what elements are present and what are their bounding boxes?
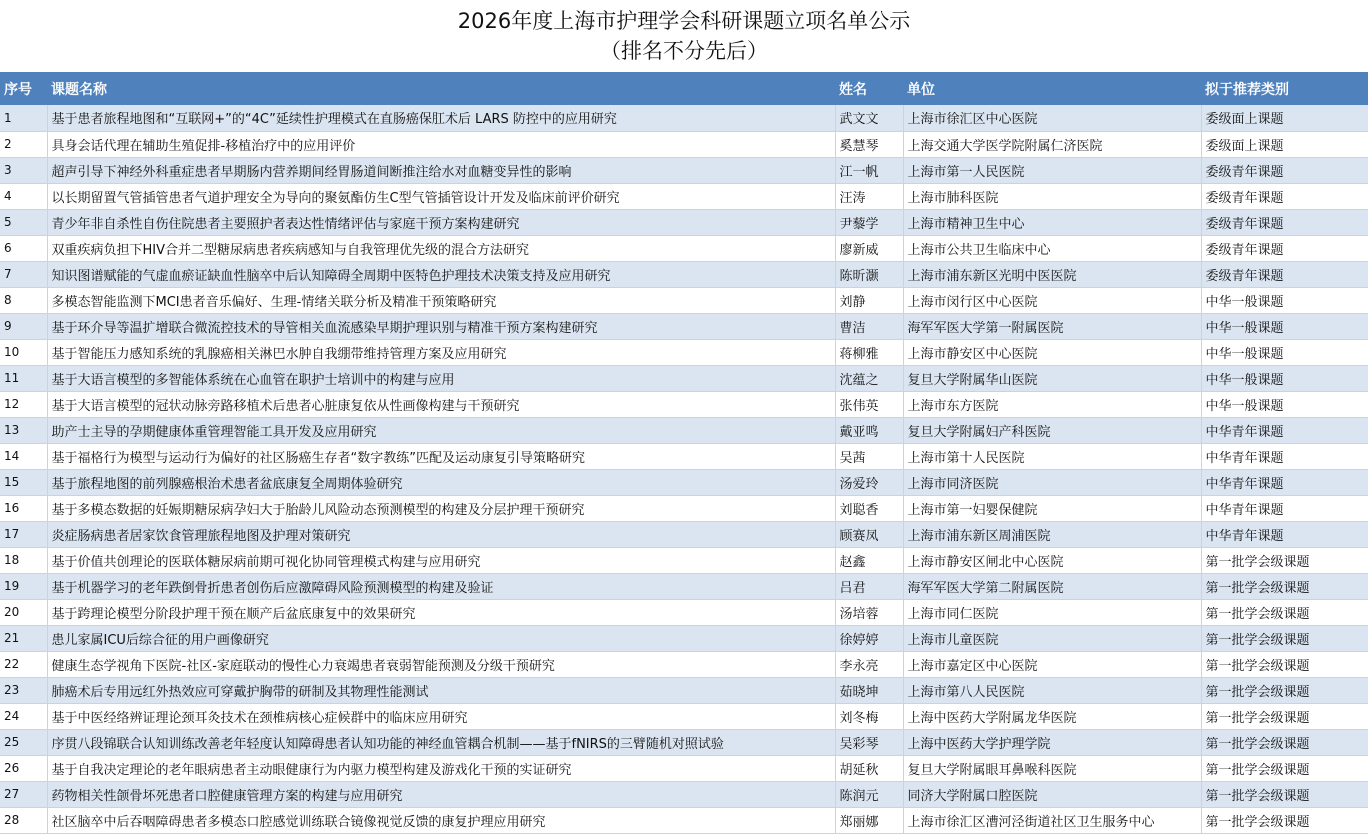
- category-cell[interactable]: 委级面上课题: [1201, 131, 1368, 157]
- applicant-name-cell[interactable]: 郑丽娜: [835, 807, 903, 833]
- category-cell[interactable]: 第一批学会级课题: [1201, 703, 1368, 729]
- applicant-name-cell[interactable]: 李永亮: [835, 651, 903, 677]
- page-title: 2026年度上海市护理学会科研课题立项名单公示: [457, 9, 911, 33]
- category-cell[interactable]: 委级青年课题: [1201, 235, 1368, 261]
- category-cell[interactable]: 第一批学会级课题: [1201, 547, 1368, 573]
- project-title-cell[interactable]: 基于大语言模型的冠状动脉旁路移植术后患者心脏康复依从性画像构建与干预研究: [47, 391, 835, 417]
- unit-cell[interactable]: 海军军医大学第一附属医院: [903, 313, 1201, 339]
- project-title-cell[interactable]: 知识图谱赋能的气虚血瘀证缺血性脑卒中后认知障碍全周期中医特色护理技术决策支持及应用研究: [47, 261, 835, 287]
- project-title-cell[interactable]: 基于环介导等温扩增联合微流控技术的导管相关血流感染早期护理识别与精准干预方案构建研究: [47, 313, 835, 339]
- table-body: [0, 105, 1368, 833]
- applicant-name-cell[interactable]: 汪涛: [835, 183, 903, 209]
- table-row[interactable]: [0, 417, 1368, 443]
- row-index-cell[interactable]: 23: [0, 677, 47, 703]
- project-title-cell[interactable]: 多模态智能监测下MCI患者音乐偏好、生理-情绪关联分析及精准干预策略研究: [47, 287, 835, 313]
- table-row[interactable]: [0, 313, 1368, 339]
- category-cell[interactable]: 委级青年课题: [1201, 261, 1368, 287]
- row-index-cell[interactable]: 1: [0, 105, 47, 131]
- applicant-name-cell[interactable]: 吴茜: [835, 443, 903, 469]
- table-row[interactable]: [0, 287, 1368, 313]
- row-index-cell[interactable]: 7: [0, 261, 47, 287]
- unit-cell[interactable]: 上海市儿童医院: [903, 625, 1201, 651]
- applicant-name-cell[interactable]: 陈润元: [835, 781, 903, 807]
- project-title-cell[interactable]: 助产士主导的孕期健康体重管理智能工具开发及应用研究: [47, 417, 835, 443]
- applicant-name-cell[interactable]: 蒋柳雅: [835, 339, 903, 365]
- table-row[interactable]: [0, 521, 1368, 547]
- project-title-cell[interactable]: 基于大语言模型的多智能体系统在心血管在职护士培训中的构建与应用: [47, 365, 835, 391]
- project-title-cell[interactable]: 基于多模态数据的妊娠期糖尿病孕妇大于胎龄儿风险动态预测模型的构建及分层护理干预研究: [47, 495, 835, 521]
- category-cell[interactable]: 委级青年课题: [1201, 183, 1368, 209]
- applicant-name-cell[interactable]: 沈蕴之: [835, 365, 903, 391]
- category-cell[interactable]: 第一批学会级课题: [1201, 573, 1368, 599]
- table-row[interactable]: [0, 781, 1368, 807]
- row-index-cell[interactable]: 6: [0, 235, 47, 261]
- table-row[interactable]: [0, 495, 1368, 521]
- table-row[interactable]: [0, 183, 1368, 209]
- category-cell[interactable]: 中华青年课题: [1201, 495, 1368, 521]
- category-cell[interactable]: 第一批学会级课题: [1201, 625, 1368, 651]
- unit-cell[interactable]: 上海市精神卫生中心: [903, 209, 1201, 235]
- table-row[interactable]: [0, 677, 1368, 703]
- unit-cell[interactable]: 上海市同仁医院: [903, 599, 1201, 625]
- category-cell[interactable]: 中华一般课题: [1201, 365, 1368, 391]
- unit-cell[interactable]: 同济大学附属口腔医院: [903, 781, 1201, 807]
- category-cell[interactable]: 中华青年课题: [1201, 469, 1368, 495]
- applicant-name-cell[interactable]: 汤培蓉: [835, 599, 903, 625]
- unit-cell[interactable]: 上海市嘉定区中心医院: [903, 651, 1201, 677]
- category-cell[interactable]: 中华青年课题: [1201, 417, 1368, 443]
- project-title-cell[interactable]: 青少年非自杀性自伤住院患者主要照护者表达性情绪评估与家庭干预方案构建研究: [47, 209, 835, 235]
- unit-cell[interactable]: 上海市肺科医院: [903, 183, 1201, 209]
- table-row[interactable]: [0, 157, 1368, 183]
- applicant-name-cell[interactable]: 刘聪香: [835, 495, 903, 521]
- unit-cell[interactable]: 上海市公共卫生临床中心: [903, 235, 1201, 261]
- project-title-cell[interactable]: 超声引导下神经外科重症患者早期肠内营养期间经胃肠道间断推注给水对血糖变异性的影响: [47, 157, 835, 183]
- table-row[interactable]: [0, 235, 1368, 261]
- applicant-name-cell[interactable]: 曹洁: [835, 313, 903, 339]
- row-index-cell[interactable]: 19: [0, 573, 47, 599]
- unit-cell[interactable]: 上海市浦东新区周浦医院: [903, 521, 1201, 547]
- unit-cell[interactable]: 复旦大学附属华山医院: [903, 365, 1201, 391]
- project-title-cell[interactable]: 具身会话代理在辅助生殖促排-移植治疗中的应用评价: [47, 131, 835, 157]
- applicant-name-cell[interactable]: 尹藜学: [835, 209, 903, 235]
- applicant-name-cell[interactable]: 陈昕灏: [835, 261, 903, 287]
- row-index-cell[interactable]: 24: [0, 703, 47, 729]
- table-row[interactable]: [0, 729, 1368, 755]
- project-title-cell[interactable]: 社区脑卒中后吞咽障碍患者多模态口腔感觉训练联合镜像视觉反馈的康复护理应用研究: [47, 807, 835, 833]
- category-cell[interactable]: 委级青年课题: [1201, 209, 1368, 235]
- table-row[interactable]: [0, 625, 1368, 651]
- row-index-cell[interactable]: 21: [0, 625, 47, 651]
- table-row[interactable]: [0, 131, 1368, 157]
- applicant-name-cell[interactable]: 戴亚鸣: [835, 417, 903, 443]
- row-index-cell[interactable]: 14: [0, 443, 47, 469]
- table-row[interactable]: [0, 755, 1368, 781]
- unit-cell[interactable]: 上海市东方医院: [903, 391, 1201, 417]
- table-row[interactable]: [0, 209, 1368, 235]
- row-index-cell[interactable]: 10: [0, 339, 47, 365]
- project-title-cell[interactable]: 基于机器学习的老年跌倒骨折患者创伤后应激障碍风险预测模型的构建及验证: [47, 573, 835, 599]
- unit-cell[interactable]: 上海市第十人民医院: [903, 443, 1201, 469]
- unit-cell[interactable]: 上海交通大学医学院附属仁济医院: [903, 131, 1201, 157]
- table-row[interactable]: [0, 443, 1368, 469]
- table-row[interactable]: [0, 573, 1368, 599]
- project-title-cell[interactable]: 基于福格行为模型与运动行为偏好的社区肠癌生存者“数字教练”匹配及运动康复引导策略研究: [47, 443, 835, 469]
- applicant-name-cell[interactable]: 汤爱玲: [835, 469, 903, 495]
- project-title-cell[interactable]: 炎症肠病患者居家饮食管理旅程地图及护理对策研究: [47, 521, 835, 547]
- row-index-cell[interactable]: 20: [0, 599, 47, 625]
- project-title-cell[interactable]: 健康生态学视角下医院-社区-家庭联动的慢性心力衰竭患者衰弱智能预测及分级干预研究: [47, 651, 835, 677]
- applicant-name-cell[interactable]: 胡延秋: [835, 755, 903, 781]
- row-index-cell[interactable]: 4: [0, 183, 47, 209]
- project-title-cell[interactable]: 基于自我决定理论的老年眼病患者主动眼健康行为内驱力模型构建及游戏化干预的实证研究: [47, 755, 835, 781]
- unit-cell[interactable]: 上海市徐汇区漕河泾街道社区卫生服务中心: [903, 807, 1201, 833]
- row-index-cell[interactable]: 11: [0, 365, 47, 391]
- project-title-cell[interactable]: 基于智能压力感知系统的乳腺癌相关淋巴水肿自我绷带维持管理方案及应用研究: [47, 339, 835, 365]
- column-header-title[interactable]: 课题名称: [51, 81, 107, 98]
- category-cell[interactable]: 第一批学会级课题: [1201, 807, 1368, 833]
- category-cell[interactable]: 委级青年课题: [1201, 157, 1368, 183]
- column-header-index[interactable]: 序号: [4, 81, 32, 98]
- column-header-category[interactable]: 拟于推荐类别: [1205, 81, 1289, 98]
- applicant-name-cell[interactable]: 赵鑫: [835, 547, 903, 573]
- project-title-cell[interactable]: 患儿家属ICU后综合征的用户画像研究: [47, 625, 835, 651]
- project-title-cell[interactable]: 基于跨理论模型分阶段护理干预在顺产后盆底康复中的效果研究: [47, 599, 835, 625]
- applicant-name-cell[interactable]: 奚慧琴: [835, 131, 903, 157]
- row-index-cell[interactable]: 25: [0, 729, 47, 755]
- category-cell[interactable]: 中华一般课题: [1201, 313, 1368, 339]
- table-row[interactable]: [0, 807, 1368, 833]
- unit-cell[interactable]: 复旦大学附属妇产科医院: [903, 417, 1201, 443]
- category-cell[interactable]: 中华一般课题: [1201, 287, 1368, 313]
- row-index-cell[interactable]: 17: [0, 521, 47, 547]
- project-title-cell[interactable]: 基于患者旅程地图和“互联网+”的“4C”延续性护理模式在直肠癌保肛术后 LARS 防控中的应用研究: [47, 105, 835, 131]
- row-index-cell[interactable]: 5: [0, 209, 47, 235]
- row-index-cell[interactable]: 3: [0, 157, 47, 183]
- unit-cell[interactable]: 上海市第一人民医院: [903, 157, 1201, 183]
- category-cell[interactable]: 第一批学会级课题: [1201, 755, 1368, 781]
- row-index-cell[interactable]: 9: [0, 313, 47, 339]
- unit-cell[interactable]: 上海市浦东新区光明中医医院: [903, 261, 1201, 287]
- column-header-name[interactable]: 姓名: [839, 81, 867, 98]
- project-title-cell[interactable]: 序贯八段锦联合认知训练改善老年轻度认知障碍患者认知功能的神经血管耦合机制——基于fNIRS的三臂随机对照试验: [47, 729, 835, 755]
- row-index-cell[interactable]: 15: [0, 469, 47, 495]
- category-cell[interactable]: 中华青年课题: [1201, 443, 1368, 469]
- category-cell[interactable]: 第一批学会级课题: [1201, 781, 1368, 807]
- applicant-name-cell[interactable]: 徐婷婷: [835, 625, 903, 651]
- table-row[interactable]: [0, 651, 1368, 677]
- row-index-cell[interactable]: 22: [0, 651, 47, 677]
- table-row[interactable]: [0, 703, 1368, 729]
- unit-cell[interactable]: 上海市静安区中心医院: [903, 339, 1201, 365]
- applicant-name-cell[interactable]: 茹晓坤: [835, 677, 903, 703]
- row-index-cell[interactable]: 28: [0, 807, 47, 833]
- category-cell[interactable]: 中华一般课题: [1201, 339, 1368, 365]
- table-row[interactable]: [0, 599, 1368, 625]
- unit-cell[interactable]: 上海中医药大学附属龙华医院: [903, 703, 1201, 729]
- unit-cell[interactable]: 上海市闵行区中心医院: [903, 287, 1201, 313]
- table-row[interactable]: [0, 365, 1368, 391]
- category-cell[interactable]: 中华青年课题: [1201, 521, 1368, 547]
- row-index-cell[interactable]: 2: [0, 131, 47, 157]
- row-index-cell[interactable]: 12: [0, 391, 47, 417]
- applicant-name-cell[interactable]: 廖新威: [835, 235, 903, 261]
- unit-cell[interactable]: 上海市第八人民医院: [903, 677, 1201, 703]
- applicant-name-cell[interactable]: 吴彩琴: [835, 729, 903, 755]
- row-index-cell[interactable]: 16: [0, 495, 47, 521]
- applicant-name-cell[interactable]: 江一帆: [835, 157, 903, 183]
- applicant-name-cell[interactable]: 刘静: [835, 287, 903, 313]
- title-block: [0, 0, 1368, 72]
- row-index-cell[interactable]: 26: [0, 755, 47, 781]
- unit-cell[interactable]: 上海市徐汇区中心医院: [903, 105, 1201, 131]
- table-row[interactable]: [0, 261, 1368, 287]
- unit-cell[interactable]: 上海市静安区闸北中心医院: [903, 547, 1201, 573]
- category-cell[interactable]: 第一批学会级课题: [1201, 599, 1368, 625]
- project-table: [0, 72, 1368, 834]
- applicant-name-cell[interactable]: 刘冬梅: [835, 703, 903, 729]
- project-title-cell[interactable]: 药物相关性颌骨坏死患者口腔健康管理方案的构建与应用研究: [47, 781, 835, 807]
- project-title-cell[interactable]: 基于中医经络辨证理论颈耳灸技术在颈椎病核心症候群中的临床应用研究: [47, 703, 835, 729]
- table-row[interactable]: [0, 105, 1368, 131]
- category-cell[interactable]: 第一批学会级课题: [1201, 651, 1368, 677]
- unit-cell[interactable]: 复旦大学附属眼耳鼻喉科医院: [903, 755, 1201, 781]
- table-row[interactable]: [0, 339, 1368, 365]
- row-index-cell[interactable]: 27: [0, 781, 47, 807]
- project-title-cell[interactable]: 基于价值共创理论的医联体糖尿病前期可视化协同管理模式构建与应用研究: [47, 547, 835, 573]
- table-row[interactable]: [0, 391, 1368, 417]
- row-index-cell[interactable]: 13: [0, 417, 47, 443]
- project-title-cell[interactable]: 双重疾病负担下HIV合并二型糖尿病患者疾病感知与自我管理优先级的混合方法研究: [47, 235, 835, 261]
- table-header-row: [0, 72, 1368, 105]
- project-title-cell[interactable]: 肺癌术后专用远红外热效应可穿戴护胸带的研制及其物理性能测试: [47, 677, 835, 703]
- column-header-unit[interactable]: 单位: [907, 81, 935, 98]
- applicant-name-cell[interactable]: 张伟英: [835, 391, 903, 417]
- table-row[interactable]: [0, 469, 1368, 495]
- category-cell[interactable]: 委级面上课题: [1201, 105, 1368, 131]
- table-row[interactable]: [0, 547, 1368, 573]
- unit-cell[interactable]: 上海市同济医院: [903, 469, 1201, 495]
- category-cell[interactable]: 中华一般课题: [1201, 391, 1368, 417]
- project-title-cell[interactable]: 基于旅程地图的前列腺癌根治术患者盆底康复全周期体验研究: [47, 469, 835, 495]
- category-cell[interactable]: 第一批学会级课题: [1201, 729, 1368, 755]
- page-subtitle: （排名不分先后）: [600, 39, 768, 63]
- unit-cell[interactable]: 海军军医大学第二附属医院: [903, 573, 1201, 599]
- row-index-cell[interactable]: 18: [0, 547, 47, 573]
- project-title-cell[interactable]: 以长期留置气管插管患者气道护理安全为导向的聚氨酯仿生C型气管插管设计开发及临床前评价研究: [47, 183, 835, 209]
- applicant-name-cell[interactable]: 顾赛凤: [835, 521, 903, 547]
- unit-cell[interactable]: 上海市第一妇婴保健院: [903, 495, 1201, 521]
- row-index-cell[interactable]: 8: [0, 287, 47, 313]
- applicant-name-cell[interactable]: 武文文: [835, 105, 903, 131]
- category-cell[interactable]: 第一批学会级课题: [1201, 677, 1368, 703]
- unit-cell[interactable]: 上海中医药大学护理学院: [903, 729, 1201, 755]
- applicant-name-cell[interactable]: 吕君: [835, 573, 903, 599]
